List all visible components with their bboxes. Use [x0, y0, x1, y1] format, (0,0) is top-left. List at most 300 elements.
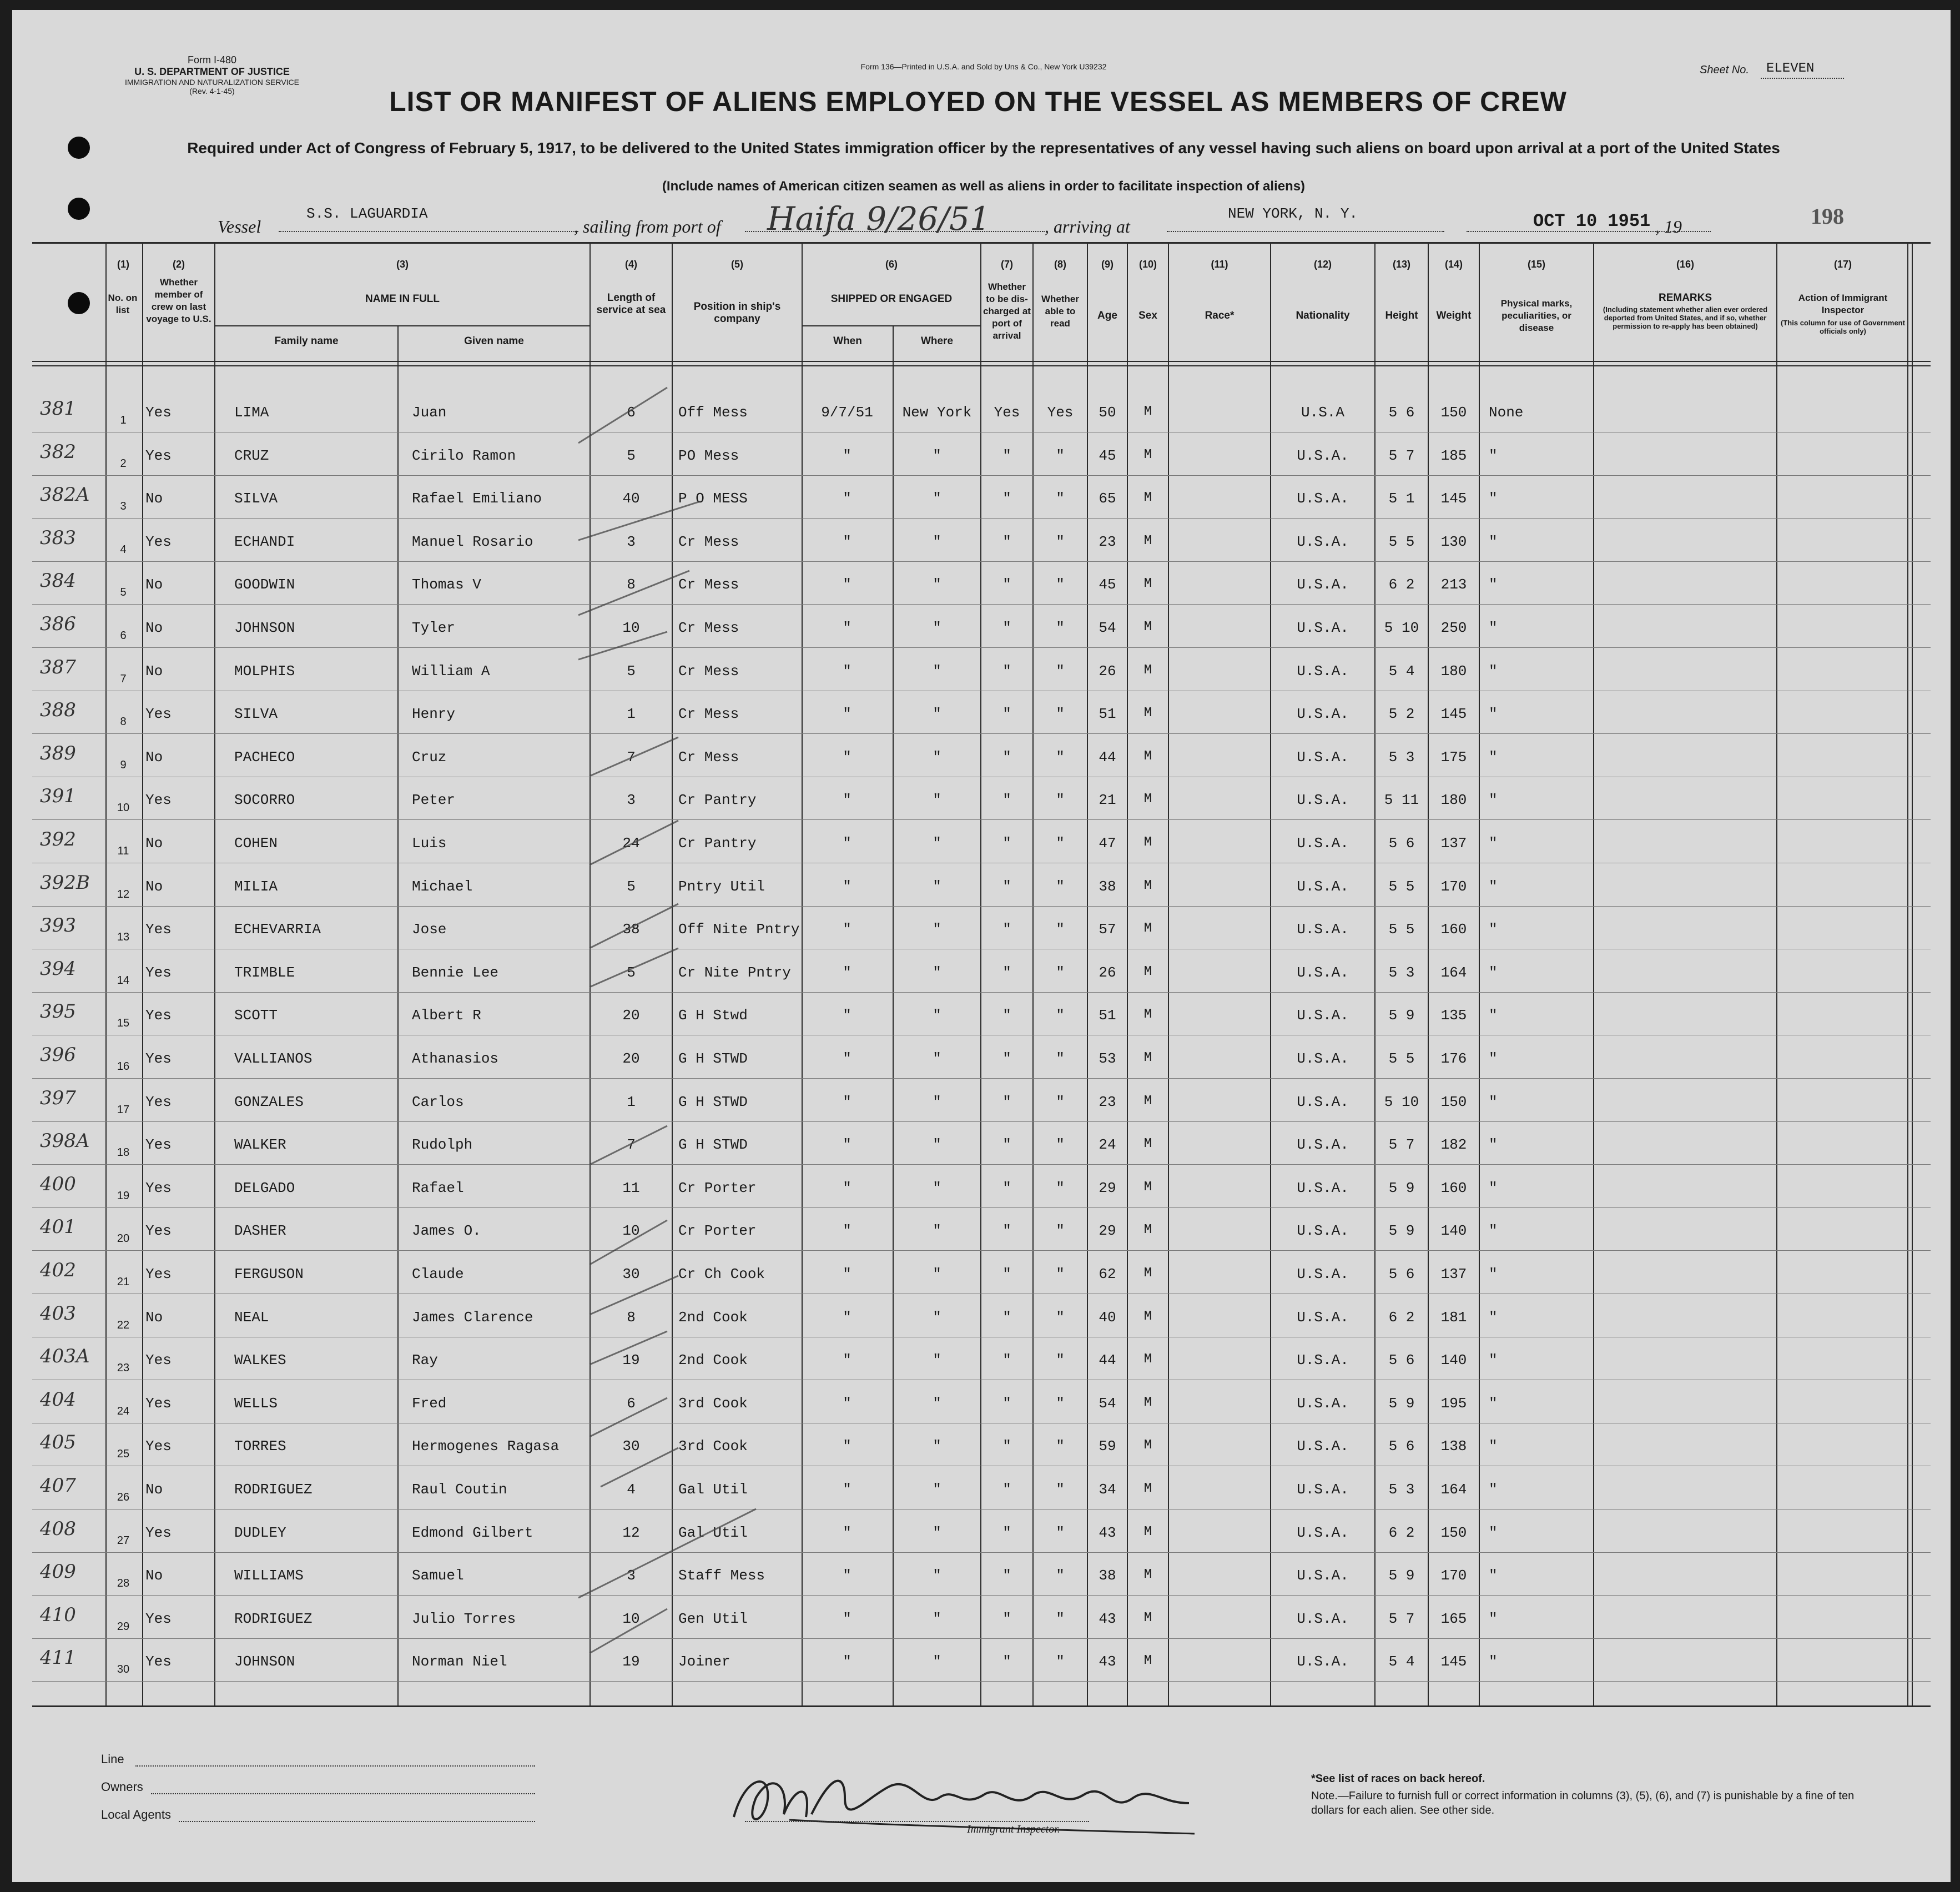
weight-cell: 145 [1440, 706, 1467, 722]
sex-cell: M [1143, 706, 1152, 721]
shipped-where-cell: " [933, 447, 941, 464]
inspector-rule [745, 1821, 1089, 1822]
last-voyage-cell: Yes [145, 1180, 172, 1196]
age-cell: 45 [1099, 447, 1116, 464]
last-voyage-cell: Yes [145, 1007, 172, 1024]
position-cell: Staff Mess [678, 1567, 765, 1584]
last-voyage-cell: Yes [145, 534, 172, 550]
given-name-cell: Manuel Rosario [412, 534, 533, 550]
given-name-cell: Juan [412, 404, 447, 421]
row-number: 29 [117, 1621, 130, 1633]
family-name-cell: FERGUSON [234, 1266, 304, 1282]
physical-marks-cell: " [1489, 576, 1498, 593]
weight-cell: 140 [1440, 1352, 1467, 1368]
handwritten-list-number: 384 [40, 570, 76, 592]
nationality-cell: U.S.A. [1297, 835, 1349, 852]
include-note: (Include names of American citizen seamen as well as aliens in order to facilitate inspection of aliens) [662, 179, 1306, 194]
discharged-cell: " [1002, 1136, 1011, 1153]
nationality-cell: U.S.A. [1297, 1395, 1349, 1412]
row-number: 21 [117, 1276, 130, 1288]
shipped-when-cell: " [843, 1438, 851, 1455]
physical-marks-cell: " [1489, 1007, 1498, 1024]
last-voyage-cell: Yes [145, 1136, 172, 1153]
col9-header: Age [1097, 310, 1117, 321]
col1-header: No. on list [108, 293, 138, 315]
discharged-cell: " [1002, 1266, 1011, 1282]
able-to-read-cell: " [1056, 447, 1065, 464]
given-name-cell: Hermogenes Ragasa [412, 1438, 560, 1455]
shipped-when-cell: " [843, 1309, 851, 1326]
physical-marks-cell: " [1489, 706, 1498, 722]
given-name-cell: Norman Niel [412, 1653, 507, 1670]
printer-note: Form 136—Printed in U.S.A. and Sold by Uns & Co., New York U39232 [860, 62, 1107, 71]
last-voyage-cell: No [145, 576, 163, 593]
col6-header: SHIPPED OR ENGAGED [830, 293, 953, 305]
given-name-cell: Julio Torres [412, 1611, 516, 1627]
sex-cell: M [1143, 1352, 1152, 1367]
nationality-cell: U.S.A. [1297, 1136, 1349, 1153]
able-to-read-cell: " [1056, 792, 1065, 808]
service-length-cell: 12 [622, 1524, 640, 1541]
last-voyage-cell: Yes [145, 1438, 172, 1455]
weight-cell: 160 [1440, 1180, 1467, 1196]
height-cell: 5 7 [1388, 1136, 1415, 1153]
shipped-when-cell: " [843, 878, 851, 895]
row-number: 7 [120, 673, 127, 685]
sex-cell: M [1143, 964, 1152, 979]
age-cell: 29 [1099, 1222, 1116, 1239]
family-name-cell: MILIA [234, 878, 278, 895]
position-cell: Cr Mess [678, 663, 739, 680]
handwritten-list-number: 389 [40, 742, 76, 764]
nationality-cell: U.S.A. [1297, 878, 1349, 895]
shipped-when-cell: " [843, 1136, 851, 1153]
last-voyage-cell: No [145, 1567, 163, 1584]
service-length-cell: 8 [627, 1309, 636, 1326]
weight-cell: 164 [1440, 1481, 1467, 1498]
service-length-cell: 3 [627, 534, 636, 550]
age-cell: 45 [1099, 576, 1116, 593]
form-revision: (Rev. 4-1-45) [189, 87, 235, 95]
age-cell: 53 [1099, 1050, 1116, 1067]
row-number: 23 [117, 1362, 130, 1374]
weight-cell: 164 [1440, 964, 1467, 981]
position-cell: 2nd Cook [678, 1309, 748, 1326]
shipped-where-cell: " [933, 1567, 941, 1584]
able-to-read-cell: " [1056, 878, 1065, 895]
sex-cell: M [1143, 404, 1152, 419]
given-name-cell: Tyler [412, 620, 456, 636]
discharged-cell: " [1002, 576, 1011, 593]
row-number: 5 [120, 586, 127, 598]
weight-cell: 145 [1440, 1653, 1467, 1670]
nationality-cell: U.S.A. [1297, 576, 1349, 593]
height-cell: 5 9 [1388, 1222, 1415, 1239]
nationality-cell: U.S.A. [1297, 447, 1349, 464]
position-cell: 2nd Cook [678, 1352, 748, 1368]
col6-when-header: When [833, 335, 862, 347]
col6-where-header: Where [920, 335, 954, 347]
position-cell: G H Stwd [678, 1007, 748, 1024]
physical-marks-cell: " [1489, 1266, 1498, 1282]
able-to-read-cell: " [1056, 1653, 1065, 1670]
physical-marks-cell: " [1489, 878, 1498, 895]
able-to-read-cell: " [1056, 1222, 1065, 1239]
discharged-cell: " [1002, 1094, 1011, 1110]
family-name-cell: NEAL [234, 1309, 269, 1326]
row-number: 11 [117, 845, 129, 857]
position-cell: Cr Mess [678, 534, 739, 550]
sex-cell: M [1143, 1524, 1152, 1539]
handwritten-list-number: 400 [40, 1173, 76, 1195]
height-cell: 5 7 [1388, 1611, 1415, 1627]
weight-cell: 150 [1440, 1094, 1467, 1110]
shipped-where-cell: " [933, 1611, 941, 1627]
physical-marks-cell: " [1489, 1524, 1498, 1541]
handwritten-list-number: 391 [40, 785, 76, 807]
family-name-cell: GONZALES [234, 1094, 304, 1110]
row-number: 20 [117, 1232, 130, 1245]
weight-cell: 150 [1440, 404, 1467, 421]
col4-header: Length of service at sea [596, 292, 666, 316]
given-name-cell: Athanasios [412, 1050, 499, 1067]
discharged-cell: " [1002, 490, 1011, 507]
last-voyage-cell: Yes [145, 921, 172, 938]
weight-cell: 138 [1440, 1438, 1467, 1455]
nationality-cell: U.S.A. [1297, 1050, 1349, 1067]
service-length-cell: 30 [622, 1438, 640, 1455]
position-cell: G H STWD [678, 1094, 748, 1110]
position-cell: Gen Util [678, 1611, 748, 1627]
shipped-where-cell: New York [902, 404, 972, 421]
discharged-cell: " [1002, 1524, 1011, 1541]
nationality-cell: U.S.A. [1297, 921, 1349, 938]
service-length-cell: 7 [627, 1136, 636, 1153]
handwritten-list-number: 394 [40, 958, 76, 980]
nationality-cell: U.S.A. [1297, 1653, 1349, 1670]
nationality-cell: U.S.A. [1297, 1007, 1349, 1024]
given-name-cell: Cruz [412, 749, 447, 766]
row-number: 14 [117, 974, 130, 987]
position-cell: 3rd Cook [678, 1438, 748, 1455]
height-cell: 6 2 [1388, 1524, 1415, 1541]
weight-cell: 213 [1440, 576, 1467, 593]
discharged-cell: " [1002, 1395, 1011, 1412]
shipped-when-cell: " [843, 620, 851, 636]
handwritten-list-number: 403 [40, 1302, 76, 1325]
handwritten-list-number: 404 [40, 1388, 76, 1411]
discharged-cell: " [1002, 663, 1011, 680]
age-cell: 21 [1099, 792, 1116, 808]
age-cell: 26 [1099, 663, 1116, 680]
nationality-cell: U.S.A. [1297, 1567, 1349, 1584]
height-cell: 5 4 [1388, 663, 1415, 680]
family-name-cell: DASHER [234, 1222, 286, 1239]
position-cell: P O MESS [678, 490, 748, 507]
sex-cell: M [1143, 1007, 1152, 1022]
able-to-read-cell: " [1056, 1007, 1065, 1024]
row-number: 27 [117, 1534, 130, 1547]
col17-number: (17) [1833, 259, 1852, 270]
service-length-cell: 3 [627, 1567, 636, 1584]
shipped-when-cell: " [843, 706, 851, 722]
height-cell: 5 2 [1388, 706, 1415, 722]
height-cell: 6 2 [1388, 1309, 1415, 1326]
weight-cell: 176 [1440, 1050, 1467, 1067]
family-name-cell: ECHANDI [234, 534, 295, 550]
last-voyage-cell: Yes [145, 1611, 172, 1627]
position-cell: Cr Pantry [678, 835, 757, 852]
able-to-read-cell: " [1056, 1438, 1065, 1455]
height-cell: 5 3 [1388, 749, 1415, 766]
height-cell: 5 9 [1388, 1007, 1415, 1024]
position-cell: G H STWD [678, 1050, 748, 1067]
sex-cell: M [1143, 1180, 1152, 1195]
able-to-read-cell: " [1056, 1611, 1065, 1627]
last-voyage-cell: Yes [145, 964, 172, 981]
discharged-cell: " [1002, 1352, 1011, 1368]
shipped-when-cell: " [843, 1222, 851, 1239]
position-cell: PO Mess [678, 447, 739, 464]
handwritten-list-number: 382 [40, 441, 76, 463]
last-voyage-cell: Yes [145, 1524, 172, 1541]
family-name-cell: DUDLEY [234, 1524, 286, 1541]
able-to-read-cell: " [1056, 663, 1065, 680]
weight-cell: 165 [1440, 1611, 1467, 1627]
row-number: 30 [117, 1663, 130, 1675]
able-to-read-cell: " [1056, 1395, 1065, 1412]
col8-header: Whether able to read [1041, 294, 1079, 329]
age-cell: 23 [1099, 1094, 1116, 1110]
weight-cell: 250 [1440, 620, 1467, 636]
physical-marks-cell: " [1489, 1438, 1498, 1455]
weight-cell: 195 [1440, 1395, 1467, 1412]
col7-header: Whether to be dis-charged at port of arrival [983, 281, 1031, 341]
height-cell: 5 6 [1388, 1352, 1415, 1368]
physical-marks-cell: " [1489, 1136, 1498, 1153]
family-name-cell: JOHNSON [234, 1653, 295, 1670]
discharged-cell: " [1002, 1481, 1011, 1498]
row-number: 22 [117, 1319, 130, 1331]
service-length-cell: 10 [622, 620, 640, 636]
row-number: 15 [117, 1017, 130, 1029]
last-voyage-cell: Yes [145, 1094, 172, 1110]
family-name-cell: LIMA [234, 404, 269, 421]
weight-cell: 130 [1440, 534, 1467, 550]
service-length-cell: 19 [622, 1653, 640, 1670]
service-length-cell: 38 [622, 921, 640, 938]
position-cell: Cr Porter [678, 1222, 757, 1239]
service-length-cell: 40 [622, 490, 640, 507]
sex-cell: M [1143, 921, 1152, 936]
sex-cell: M [1143, 1611, 1152, 1626]
given-name-cell: Fred [412, 1395, 447, 1412]
shipped-when-cell: " [843, 1007, 851, 1024]
physical-marks-cell: " [1489, 1481, 1498, 1498]
family-name-cell: MOLPHIS [234, 663, 295, 680]
local-agents-rule [179, 1821, 535, 1822]
given-name-cell: Rudolph [412, 1136, 473, 1153]
position-cell: Cr Mess [678, 706, 739, 722]
nationality-cell: U.S.A. [1297, 749, 1349, 766]
age-cell: 44 [1099, 1352, 1116, 1368]
shipped-when-cell: " [843, 663, 851, 680]
nationality-cell: U.S.A. [1297, 620, 1349, 636]
position-cell: Pntry Util [678, 878, 765, 895]
given-name-cell: Rafael Emiliano [412, 490, 542, 507]
handwritten-list-number: 402 [40, 1259, 76, 1281]
discharged-cell: " [1002, 749, 1011, 766]
year-label: , 19 [1655, 217, 1682, 236]
service-length-cell: 5 [627, 878, 636, 895]
last-voyage-cell: No [145, 749, 163, 766]
sex-cell: M [1143, 792, 1152, 807]
shipped-when-cell: " [843, 1395, 851, 1412]
last-voyage-cell: No [145, 490, 163, 507]
family-name-cell: TRIMBLE [234, 964, 295, 981]
nationality-cell: U.S.A. [1297, 792, 1349, 808]
position-cell: Joiner [678, 1653, 730, 1670]
position-cell: Cr Pantry [678, 792, 757, 808]
row-number: 12 [117, 888, 130, 900]
nationality-cell: U.S.A. [1297, 1266, 1349, 1282]
col4-number: (4) [625, 259, 637, 270]
physical-marks-cell: " [1489, 1094, 1498, 1110]
last-voyage-cell: Yes [145, 1222, 172, 1239]
last-voyage-cell: No [145, 1309, 163, 1326]
sex-cell: M [1143, 1266, 1152, 1281]
height-cell: 5 3 [1388, 1481, 1415, 1498]
position-cell: Gal Util [678, 1524, 748, 1541]
sex-cell: M [1143, 1567, 1152, 1582]
sex-cell: M [1143, 1136, 1152, 1151]
col3-number: (3) [396, 259, 409, 270]
weight-cell: 137 [1440, 835, 1467, 852]
sex-cell: M [1143, 620, 1152, 635]
shipped-when-cell: 9/7/51 [821, 404, 873, 421]
service-length-cell: 5 [627, 663, 636, 680]
given-name-cell: William A [412, 663, 490, 680]
height-cell: 6 2 [1388, 576, 1415, 593]
row-number: 9 [120, 759, 127, 771]
last-voyage-cell: No [145, 1481, 163, 1498]
physical-marks-cell: " [1489, 620, 1498, 636]
sex-cell: M [1143, 447, 1152, 462]
service-length-cell: 4 [627, 1481, 636, 1498]
nationality-cell: U.S.A. [1297, 663, 1349, 680]
position-cell: Cr Nite Pntry [678, 964, 791, 981]
last-voyage-cell: No [145, 878, 163, 895]
handwritten-list-number: 398A [40, 1130, 90, 1152]
row-number: 8 [120, 716, 127, 728]
nationality-cell: U.S.A. [1297, 534, 1349, 550]
weight-cell: 137 [1440, 1266, 1467, 1282]
col5-header: Position in ship's company [693, 301, 781, 325]
shipped-when-cell: " [843, 1352, 851, 1368]
handwritten-list-number: 403A [40, 1345, 90, 1367]
height-cell: 5 9 [1388, 1395, 1415, 1412]
physical-marks-cell: None [1489, 404, 1524, 421]
row-number: 26 [117, 1491, 130, 1503]
family-name-cell: WILLIAMS [234, 1567, 304, 1584]
service-length-cell: 20 [622, 1050, 640, 1067]
able-to-read-cell: " [1056, 534, 1065, 550]
service-length-cell: 30 [622, 1266, 640, 1282]
given-name-cell: Ray [412, 1352, 438, 1368]
row-number: 10 [117, 802, 130, 814]
shipped-where-cell: " [933, 620, 941, 636]
last-voyage-cell: Yes [145, 706, 172, 722]
row-number: 17 [117, 1104, 130, 1116]
discharged-cell: " [1002, 706, 1011, 722]
discharged-cell: " [1002, 534, 1011, 550]
form-id: Form I-480 [187, 54, 237, 66]
shipped-where-cell: " [933, 835, 941, 852]
service-length-cell: 7 [627, 749, 636, 766]
shipped-where-cell: " [933, 1352, 941, 1368]
position-cell: Cr Mess [678, 620, 739, 636]
service-length-cell: 10 [622, 1611, 640, 1627]
sailing-label: , sailing from port of [574, 217, 721, 236]
last-voyage-cell: Yes [145, 1266, 172, 1282]
shipped-where-cell: " [933, 1094, 941, 1110]
physical-marks-cell: " [1489, 921, 1498, 938]
col1-number: (1) [117, 259, 129, 270]
age-cell: 43 [1099, 1653, 1116, 1670]
discharged-cell: " [1002, 447, 1011, 464]
discharged-cell: " [1002, 1567, 1011, 1584]
discharged-cell: " [1002, 1222, 1011, 1239]
sex-cell: M [1143, 1222, 1152, 1237]
height-cell: 5 5 [1388, 921, 1415, 938]
position-cell: Cr Mess [678, 749, 739, 766]
physical-marks-cell: " [1489, 964, 1498, 981]
physical-marks-cell: " [1489, 1352, 1498, 1368]
handwritten-list-number: 396 [40, 1044, 76, 1066]
shipped-where-cell: " [933, 878, 941, 895]
handwritten-list-number: 382A [40, 484, 90, 506]
able-to-read-cell: " [1056, 964, 1065, 981]
able-to-read-cell: " [1056, 1094, 1065, 1110]
age-cell: 23 [1099, 534, 1116, 550]
col11-number: (11) [1211, 259, 1228, 270]
handwritten-list-number: 407 [40, 1475, 76, 1497]
service-check-strokes [12, 10, 1951, 1731]
age-cell: 43 [1099, 1611, 1116, 1627]
nationality-cell: U.S.A. [1297, 706, 1349, 722]
sailing-port-handwritten: Haifa 9/26/51 [767, 200, 990, 238]
shipped-when-cell: " [843, 1050, 851, 1067]
family-name-cell: PACHECO [234, 749, 295, 766]
service-length-cell: 19 [622, 1352, 640, 1368]
col13-number: (13) [1392, 259, 1410, 270]
physical-marks-cell: " [1489, 1395, 1498, 1412]
able-to-read-cell: " [1056, 490, 1065, 507]
age-cell: 51 [1099, 706, 1116, 722]
family-name-cell: SCOTT [234, 1007, 278, 1024]
age-cell: 47 [1099, 835, 1116, 852]
last-voyage-cell: Yes [145, 1050, 172, 1067]
weight-cell: 181 [1440, 1309, 1467, 1326]
height-cell: 5 4 [1388, 1653, 1415, 1670]
physical-marks-cell: " [1489, 534, 1498, 550]
sex-cell: M [1143, 1050, 1152, 1065]
shipped-where-cell: " [933, 490, 941, 507]
handwritten-list-number: 408 [40, 1518, 76, 1540]
able-to-read-cell: " [1056, 1180, 1065, 1196]
age-cell: 54 [1099, 620, 1116, 636]
given-name-cell: Bennie Lee [412, 964, 499, 981]
